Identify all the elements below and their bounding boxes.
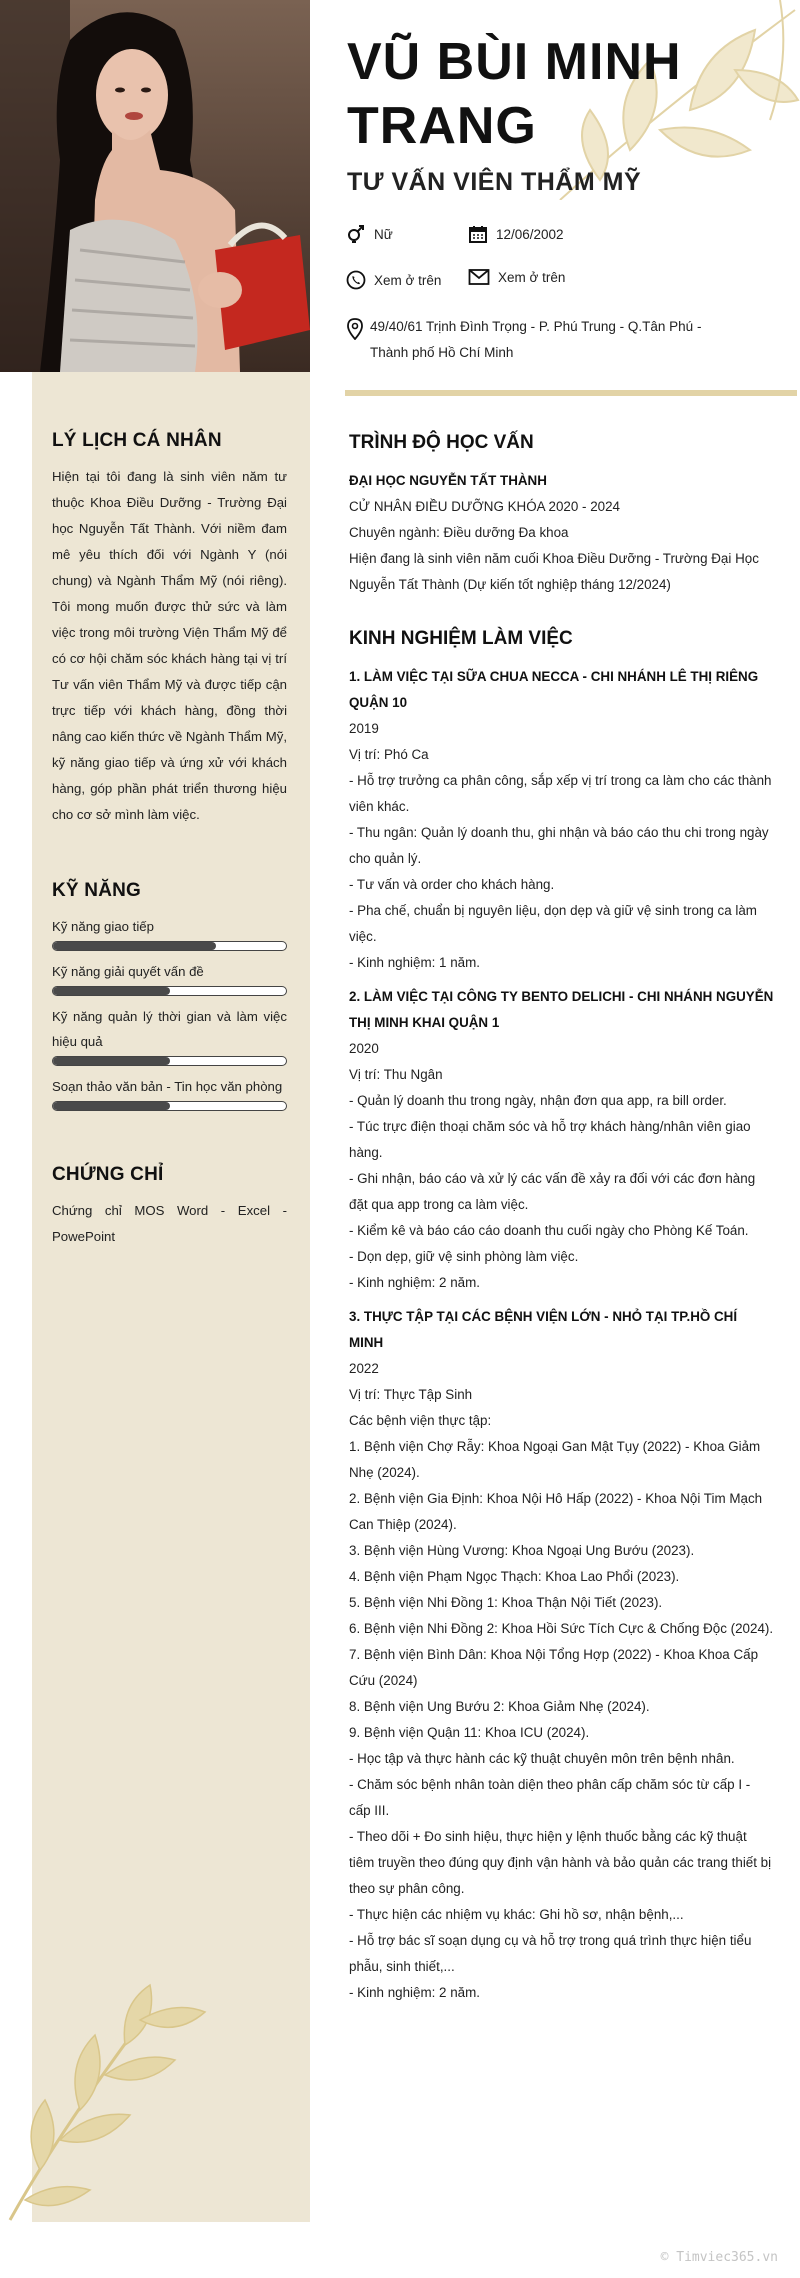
job-entry: [349, 984, 774, 1296]
job-entry: [349, 1304, 774, 2006]
skills-section: [52, 880, 287, 1119]
skill-bar: [52, 941, 287, 951]
skill-label: Soạn thảo văn bản - Tin học văn phòng: [52, 1079, 283, 1094]
job-heading: 1. LÀM VIỆC TẠI SỮA CHUA NECCA - CHI NHÁNH LÊ THỊ RIÊNG QUẬN 10: [349, 669, 759, 710]
skill-item: [52, 1004, 287, 1066]
education-line: Hiện đang là sinh viên năm cuối Khoa Điều Dưỡng - Trường Đại Học Nguyễn Tất Thành (Dự kiến tốt nghiệp tháng 12/2024): [349, 551, 759, 592]
skill-label: Kỹ năng quản lý thời gian và làm việc hiệu quả: [52, 1009, 287, 1049]
job-detail-line: - Chăm sóc bệnh nhân toàn diện theo phân cấp chăm sóc từ cấp I - cấp III.: [349, 1777, 751, 1818]
job-detail-line: - Quản lý doanh thu trong ngày, nhận đơn qua app, ra bill order.: [349, 1093, 727, 1108]
education-line: CỬ NHÂN ĐIỀU DƯỠNG KHÓA 2020 - 2024: [349, 499, 621, 514]
skill-item: [52, 959, 287, 996]
job-detail-line: - Dọn dẹp, giữ vệ sinh phòng làm việc.: [349, 1249, 579, 1264]
gender-info: [346, 224, 393, 244]
skill-bar-fill: [53, 1057, 170, 1065]
job-detail-line: 2019: [349, 721, 379, 736]
skills-list: [52, 914, 287, 1111]
skills-title: KỸ NĂNG: [52, 880, 142, 901]
job-detail-line: 7. Bệnh viện Bình Dân: Khoa Nội Tổng Hợp (2022) - Khoa Khoa Cấp Cứu (2024): [349, 1647, 759, 1688]
profile-title: LÝ LỊCH CÁ NHÂN: [52, 430, 222, 451]
phone-info: [346, 270, 441, 290]
job-heading: 3. THỰC TẬP TẠI CÁC BỆNH VIỆN LỚN - NHỎ TẠI TP.HỒ CHÍ MINH: [349, 1309, 738, 1350]
job-detail-line: - Hỗ trợ trưởng ca phân công, sắp xếp vị trí trong ca làm cho các thành viên khác.: [349, 773, 772, 814]
phone-icon: [346, 270, 366, 290]
job-detail-line: - Theo dõi + Đo sinh hiệu, thực hiện y lệnh thuốc bằng các kỹ thuật tiêm truyền theo đúng quy định vận hành và bảo quản các trang thiết bị theo sự phân công.: [349, 1829, 772, 1896]
skill-bar: [52, 1101, 287, 1111]
job-detail-line: - Thu ngân: Quản lý doanh thu, ghi nhận và báo cáo thu chi trong ngày cho quản lý.: [349, 825, 769, 866]
job-detail-line: 9. Bệnh viện Quận 11: Khoa ICU (2024).: [349, 1725, 590, 1740]
job-detail-line: - Túc trực điện thoại chăm sóc và hỗ trợ khách hàng/nhân viên giao hàng.: [349, 1119, 751, 1160]
job-detail-line: 3. Bệnh viện Hùng Vương: Khoa Ngoại Ung Bướu (2023).: [349, 1543, 695, 1558]
leaf-decoration-bottom: [0, 1950, 220, 2222]
skill-bar-fill: [53, 942, 216, 950]
job-detail-line: - Kiểm kê và báo cáo cáo doanh thu cuối ngày cho Phòng Kế Toán.: [349, 1223, 749, 1238]
job-detail-line: - Học tập và thực hành các kỹ thuật chuyên môn trên bệnh nhân.: [349, 1751, 735, 1766]
birthday-value: 12/06/2002: [496, 226, 564, 242]
job-detail-line: 2020: [349, 1041, 379, 1056]
job-detail-line: 6. Bệnh viện Nhi Đồng 2: Khoa Hồi Sức Tích Cực & Chống Độc (2024).: [349, 1621, 774, 1636]
education-line: Chuyên ngành: Điều dưỡng Đa khoa: [349, 525, 569, 540]
education-lines: [349, 494, 774, 598]
job-detail-line: - Kinh nghiệm: 2 năm.: [349, 1275, 480, 1290]
job-entry: [349, 664, 774, 976]
header-divider: [345, 390, 797, 396]
profile-text: Hiện tại tôi đang là sinh viên năm tư thuộc Khoa Điều Dưỡng - Trường Đại học Nguyễn Tất Thành. Với niềm đam mê yêu thích đối với Ngành Y (nói chung) và Ngành Thẩm Mỹ (nói riêng). Tôi mong muốn được thử sức và làm việc trong môi trường Viện Thẩm Mỹ để có cơ hội chăm sóc khách hàng tại vị trí Tư vấn viên Thẩm Mỹ và được tiếp cận trực tiếp với khách hàng, đồng thời nâng cao kiến thức về Ngành Thẩm Mỹ, kỹ năng giao tiếp và ứng xử với khách hàng, góp phần phát triển thương hiệu cho cơ sở mình làm việc.: [52, 469, 287, 822]
experience-list: [349, 664, 774, 2006]
address-info: [346, 314, 716, 366]
phone-value: Xem ở trên: [374, 272, 442, 288]
experience-title: KINH NGHIỆM LÀM VIỆC: [349, 628, 573, 649]
job-detail-line: - Ghi nhận, báo cáo và xử lý các vấn đề xảy ra đối với các đơn hàng đặt qua app trong ca làm việc.: [349, 1171, 756, 1212]
education-section: [349, 432, 774, 598]
job-detail-line: - Pha chế, chuẩn bị nguyên liệu, dọn dẹp và giữ vệ sinh trong ca làm việc.: [349, 903, 757, 944]
certificates-section: [52, 1164, 287, 1250]
profile-photo: [0, 0, 310, 372]
job-detail-line: - Kinh nghiệm: 1 năm.: [349, 955, 480, 970]
profile-section: [52, 430, 287, 828]
watermark: © Timviec365.vn: [660, 2250, 778, 2265]
email-icon: [468, 268, 490, 286]
calendar-icon: [468, 224, 488, 244]
certificates-title: CHỨNG CHỈ: [52, 1164, 164, 1185]
job-detail-line: Vị trí: Thực Tập Sinh: [349, 1387, 473, 1402]
skill-bar-fill: [53, 987, 170, 995]
gender-icon: [346, 224, 366, 244]
job-detail-line: Vị trí: Thu Ngân: [349, 1067, 443, 1082]
education-school: ĐẠI HỌC NGUYỄN TẤT THÀNH: [349, 473, 547, 488]
location-pin-icon: [346, 318, 364, 340]
skill-bar: [52, 986, 287, 996]
portrait-illustration: [0, 0, 310, 372]
education-title: TRÌNH ĐỘ HỌC VẤN: [349, 432, 534, 453]
email-value: Xem ở trên: [498, 269, 566, 285]
skill-item: [52, 1074, 287, 1111]
job-detail-line: 2022: [349, 1361, 379, 1376]
birthday-info: [468, 224, 564, 244]
skill-bar-fill: [53, 1102, 170, 1110]
job-detail-line: Các bệnh viện thực tập:: [349, 1413, 492, 1428]
job-detail-line: 8. Bệnh viện Ung Bướu 2: Khoa Giảm Nhẹ (2024).: [349, 1699, 650, 1714]
skill-bar: [52, 1056, 287, 1066]
job-detail-line: 4. Bệnh viện Phạm Ngọc Thạch: Khoa Lao Phổi (2023).: [349, 1569, 680, 1584]
job-detail-line: 1. Bệnh viện Chợ Rẫy: Khoa Ngoại Gan Mật Tụy (2022) - Khoa Giảm Nhẹ (2024).: [349, 1439, 761, 1480]
job-detail-line: - Kinh nghiệm: 2 năm.: [349, 1985, 480, 2000]
job-detail-line: Vị trí: Phó Ca: [349, 747, 429, 762]
job-detail-line: - Thực hiện các nhiệm vụ khác: Ghi hồ sơ, nhận bệnh,...: [349, 1907, 684, 1922]
address-value: 49/40/61 Trịnh Đình Trọng - P. Phú Trung - Q.Tân Phú - Thành phố Hồ Chí Minh: [370, 319, 702, 360]
job-detail-line: - Hỗ trợ bác sĩ soạn dụng cụ và hỗ trợ trong quá trình thực hiện tiểu phẫu, sinh thiết,...: [349, 1933, 752, 1974]
job-title: TƯ VẤN VIÊN THẨM MỸ: [347, 168, 642, 196]
skill-item: [52, 914, 287, 951]
candidate-name: VŨ BÙI MINH TRANG: [347, 33, 682, 155]
job-detail-line: 2. Bệnh viện Gia Định: Khoa Nội Hô Hấp (2022) - Khoa Nội Tim Mạch Can Thiệp (2024).: [349, 1491, 763, 1532]
job-detail-line: - Tư vấn và order cho khách hàng.: [349, 877, 555, 892]
job-detail-line: 5. Bệnh viện Nhi Đồng 1: Khoa Thận Nội Tiết (2023).: [349, 1595, 663, 1610]
gender-value: Nữ: [374, 226, 393, 242]
experience-section: [349, 628, 774, 2014]
skill-label: Kỹ năng giải quyết vấn đề: [52, 964, 204, 979]
certificates-text: Chứng chỉ MOS Word - Excel - PowePoint: [52, 1203, 287, 1244]
job-heading: 2. LÀM VIỆC TẠI CÔNG TY BENTO DELICHI - CHI NHÁNH NGUYỄN THỊ MINH KHAI QUẬN 1: [349, 989, 774, 1030]
email-info: [468, 268, 565, 286]
skill-label: Kỹ năng giao tiếp: [52, 919, 154, 934]
